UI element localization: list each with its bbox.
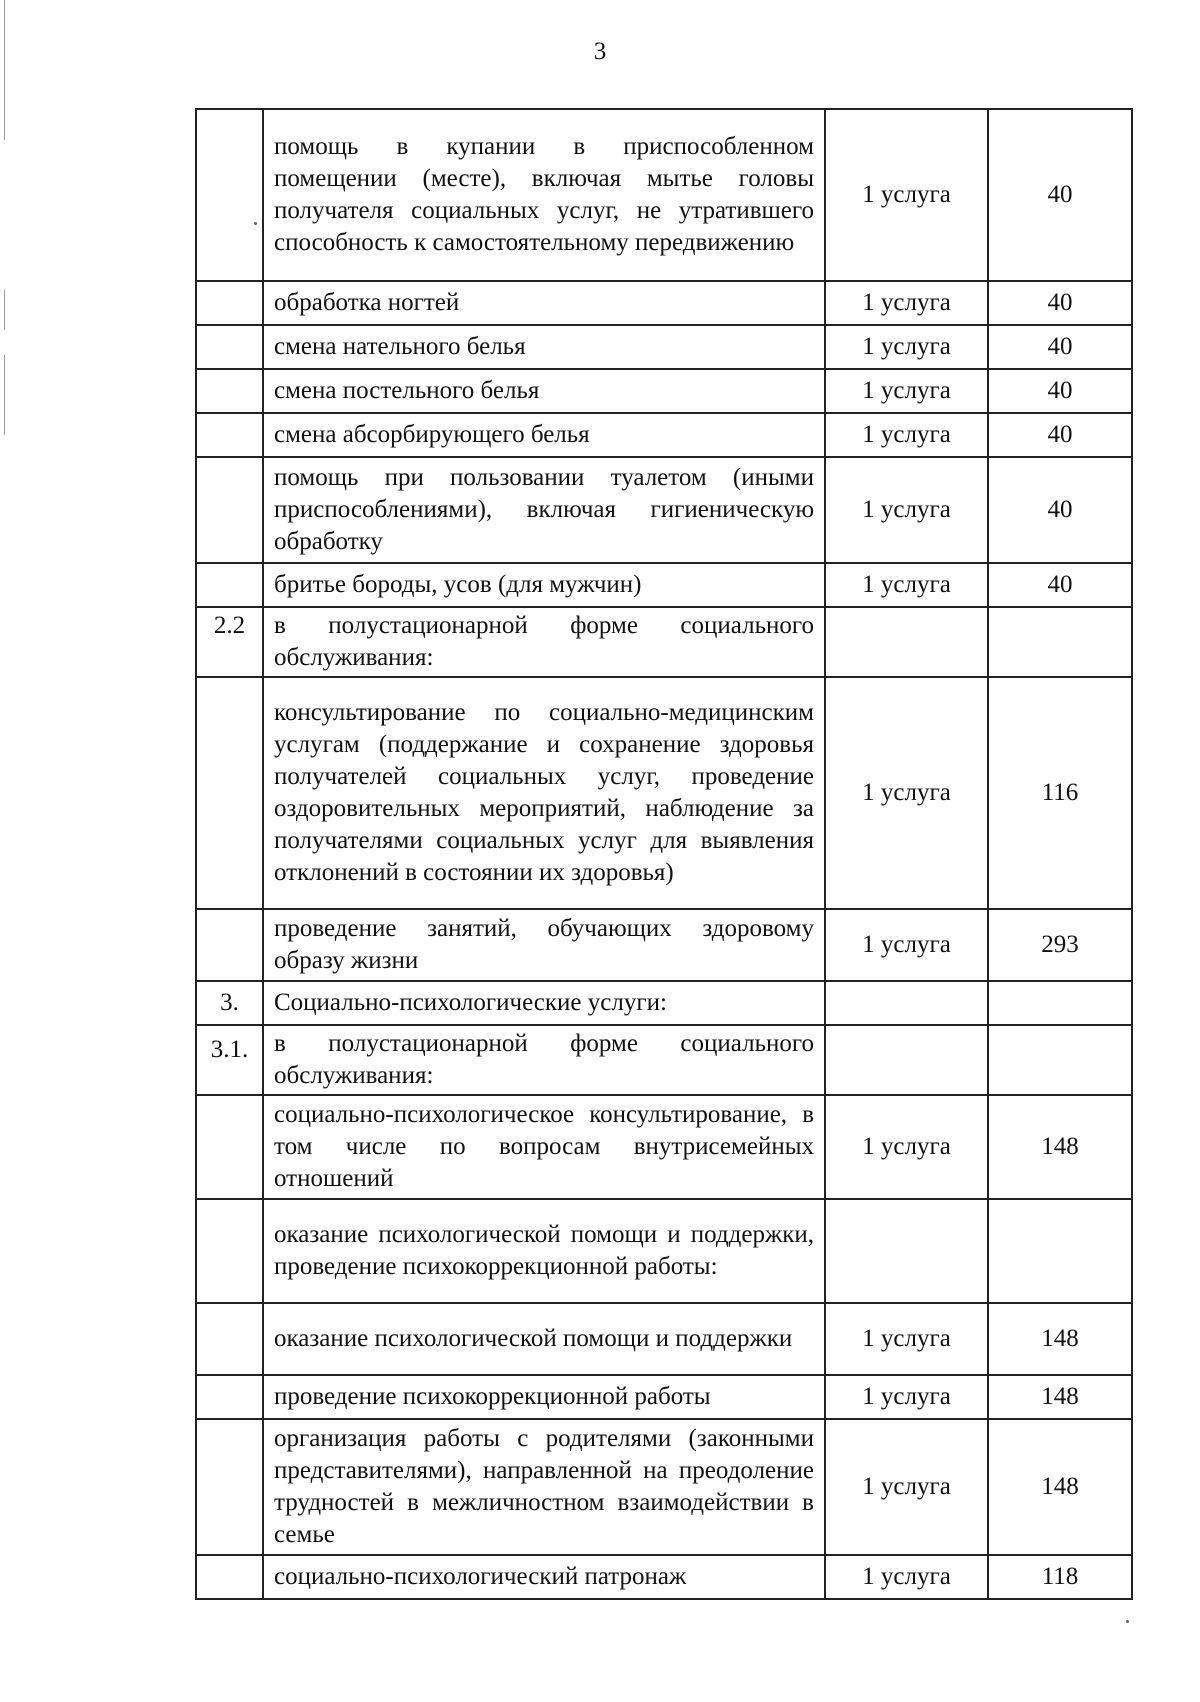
service-name: организация работы с родителями (законными представителями), направленной на преодоление трудностей в межличностном взаимодействии в семье — [263, 1419, 825, 1555]
service-price: 118 — [988, 1555, 1132, 1599]
table-row — [196, 413, 1132, 457]
row-number — [196, 369, 263, 413]
row-number: 2.2 — [196, 607, 263, 677]
table-row — [196, 677, 1132, 909]
page-number: 3 — [593, 38, 607, 65]
service-price — [988, 981, 1132, 1025]
table-row — [196, 563, 1132, 607]
row-number — [196, 109, 263, 281]
table-row — [196, 909, 1132, 981]
unit-of-measure: 1 услуга — [825, 457, 988, 563]
row-number — [196, 281, 263, 325]
table-row — [196, 369, 1132, 413]
row-number — [196, 563, 263, 607]
service-price: 40 — [988, 369, 1132, 413]
service-price: 148 — [988, 1095, 1132, 1199]
unit-of-measure: 1 услуга — [825, 1303, 988, 1375]
table-row — [196, 281, 1132, 325]
row-number: 3.1. — [196, 1025, 263, 1095]
row-number — [196, 1303, 263, 1375]
service-name: смена абсорбирующего белья — [263, 413, 825, 457]
services-price-table — [195, 108, 1133, 1600]
service-price: 40 — [988, 109, 1132, 281]
service-price: 40 — [988, 413, 1132, 457]
table-row — [196, 1555, 1132, 1599]
row-number — [196, 677, 263, 909]
service-price: 116 — [988, 677, 1132, 909]
row-number — [196, 457, 263, 563]
section-row — [196, 607, 1132, 677]
row-number — [196, 1555, 263, 1599]
service-name: проведение занятий, обучающих здоровому образу жизни — [263, 909, 825, 981]
row-number — [196, 909, 263, 981]
table-row — [196, 109, 1132, 281]
service-name: Социально-психологические услуги: — [263, 981, 825, 1025]
scan-speck — [1126, 1620, 1129, 1623]
service-name: в полустационарной форме социального обслуживания: — [263, 607, 825, 677]
unit-of-measure: 1 услуга — [825, 563, 988, 607]
unit-of-measure: 1 услуга — [825, 1095, 988, 1199]
service-price: 293 — [988, 909, 1132, 981]
service-name: бритье бороды, усов (для мужчин) — [263, 563, 825, 607]
service-name: консультирование по социально-медицинским услугам (поддержание и сохранение здоровья получателей социальных услуг, проведение оздоровительных мероприятий, наблюдение за получателями социальных услуг для выявления отклонений в состоянии их здоровья) — [263, 677, 825, 909]
service-name: в полустационарной форме социального обслуживания: — [263, 1025, 825, 1095]
unit-of-measure — [825, 1025, 988, 1095]
service-price: 148 — [988, 1419, 1132, 1555]
table-row — [196, 1095, 1132, 1199]
service-name: социально-психологический патронаж — [263, 1555, 825, 1599]
row-number — [196, 413, 263, 457]
service-price: 148 — [988, 1375, 1132, 1419]
scan-edge-mark — [4, 290, 5, 330]
unit-of-measure: 1 услуга — [825, 1555, 988, 1599]
unit-of-measure: 1 услуга — [825, 325, 988, 369]
row-number — [196, 1095, 263, 1199]
unit-of-measure: 1 услуга — [825, 109, 988, 281]
service-name: смена постельного белья — [263, 369, 825, 413]
unit-of-measure: 1 услуга — [825, 909, 988, 981]
service-name: смена нательного белья — [263, 325, 825, 369]
service-price — [988, 1199, 1132, 1303]
row-number — [196, 1199, 263, 1303]
table-row — [196, 1375, 1132, 1419]
service-price — [988, 607, 1132, 677]
unit-of-measure: 1 услуга — [825, 369, 988, 413]
unit-of-measure — [825, 981, 988, 1025]
section-row — [196, 981, 1132, 1025]
table-row — [196, 1199, 1132, 1303]
unit-of-measure: 1 услуга — [825, 413, 988, 457]
service-name: помощь при пользовании туалетом (иными приспособлениями), включая гигиеническую обработку — [263, 457, 825, 563]
table-row — [196, 1419, 1132, 1555]
service-name: проведение психокоррекционной работы — [263, 1375, 825, 1419]
unit-of-measure: 1 услуга — [825, 1419, 988, 1555]
service-name: оказание психологической помощи и поддержки, проведение психокоррекционной работы: — [263, 1199, 825, 1303]
row-number — [196, 1375, 263, 1419]
table-row — [196, 325, 1132, 369]
table-row — [196, 457, 1132, 563]
service-name: оказание психологической помощи и поддержки — [263, 1303, 825, 1375]
row-number: 3. — [196, 981, 263, 1025]
service-price: 40 — [988, 325, 1132, 369]
scan-edge-mark — [4, 0, 5, 140]
service-price: 40 — [988, 281, 1132, 325]
service-price: 40 — [988, 563, 1132, 607]
table-row — [196, 1303, 1132, 1375]
scan-edge-mark — [4, 355, 5, 435]
unit-of-measure — [825, 1199, 988, 1303]
unit-of-measure: 1 услуга — [825, 1375, 988, 1419]
service-price: 148 — [988, 1303, 1132, 1375]
service-name: обработка ногтей — [263, 281, 825, 325]
row-number — [196, 325, 263, 369]
service-name: социально-психологическое консультирование, в том числе по вопросам внутрисемейных отношений — [263, 1095, 825, 1199]
row-number — [196, 1419, 263, 1555]
section-row — [196, 1025, 1132, 1095]
service-name: помощь в купании в приспособленном помещении (месте), включая мытье головы получателя социальных услуг, не утратившего способность к самостоятельному передвижению — [263, 109, 825, 281]
unit-of-measure: 1 услуга — [825, 677, 988, 909]
service-price — [988, 1025, 1132, 1095]
service-price: 40 — [988, 457, 1132, 563]
unit-of-measure — [825, 607, 988, 677]
unit-of-measure: 1 услуга — [825, 281, 988, 325]
